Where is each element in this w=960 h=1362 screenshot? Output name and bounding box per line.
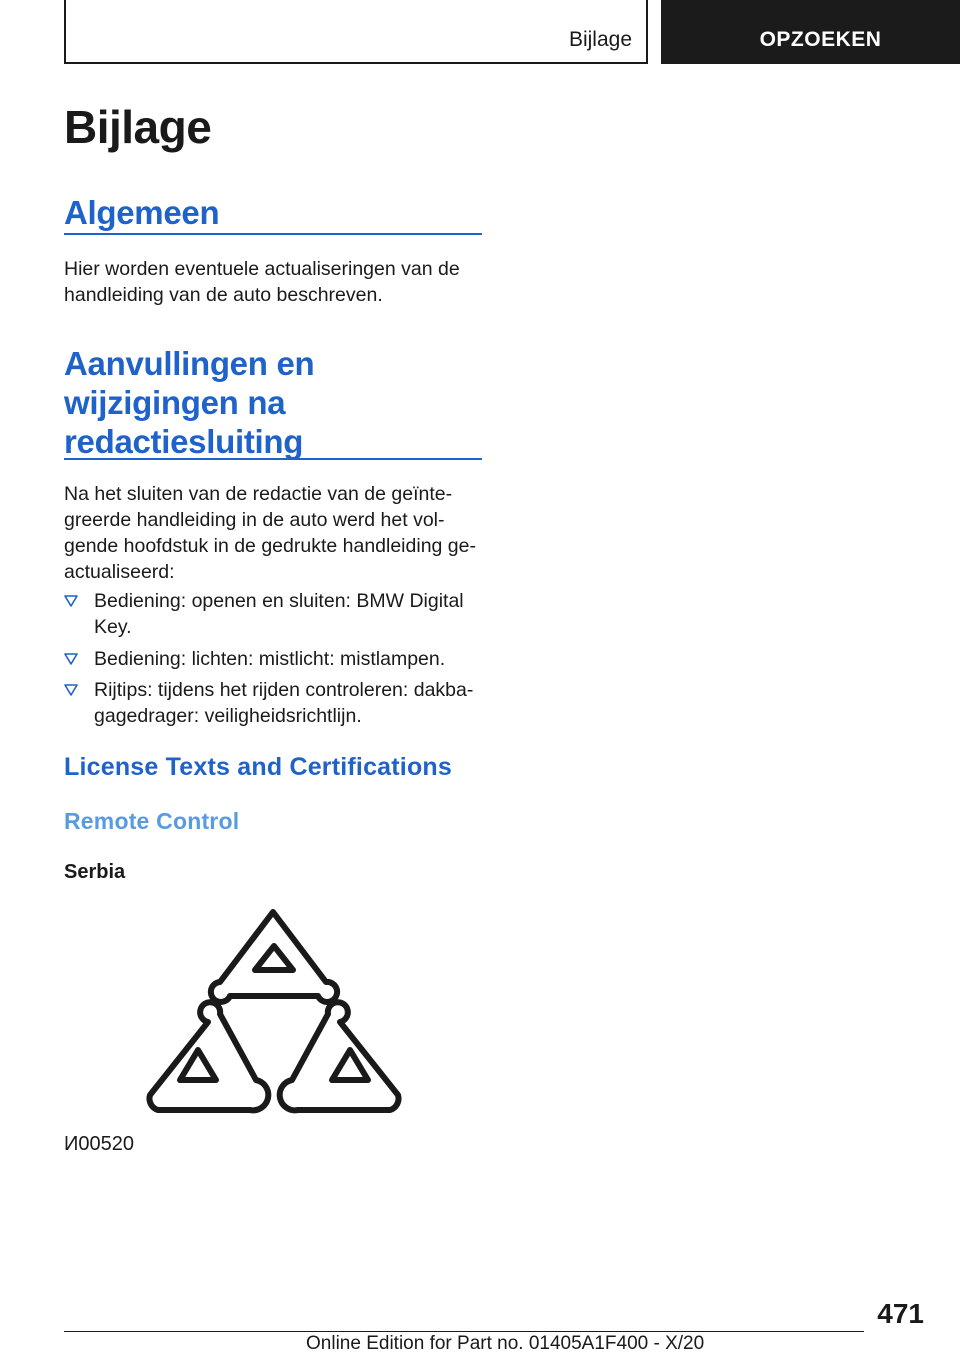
header-tab-label: OPZOEKEN <box>759 28 882 51</box>
heading-updates-line: Aanvullingen en <box>64 345 315 382</box>
footer-edition: Online Edition for Part no. 01405A1F400 - X/20 <box>306 1333 705 1354</box>
triangle-bullet-icon <box>64 684 78 696</box>
header-tab-opzoeken[interactable] <box>661 0 960 64</box>
heading-general: Algemeen <box>64 194 220 231</box>
header-section-label: Bijlage <box>568 28 632 51</box>
chapter-title: Bijlage <box>64 101 212 153</box>
updates-list-3 <box>64 677 482 729</box>
updates-intro-line: greerde handleiding in de auto werd het vol- <box>64 509 445 531</box>
header-section-box <box>64 0 648 64</box>
updates-list-2 <box>64 646 482 672</box>
list-item <box>64 646 482 672</box>
triangle-bullet-icon <box>64 653 78 665</box>
updates-intro-line: gende hoofdstuk in de gedrukte handleiding ge- <box>64 535 476 557</box>
general-text <box>64 256 482 308</box>
list-item-text: Bediening: lichten: mistlicht: mistlampen. <box>94 648 446 670</box>
updates-intro <box>64 481 482 585</box>
general-text-line: handleiding van de auto beschreven. <box>64 284 383 306</box>
heading-updates-line: wijzigingen na <box>64 384 286 421</box>
list-item <box>64 677 482 729</box>
section-updates <box>64 344 482 461</box>
updates-list <box>64 588 482 640</box>
triangle-bullet-icon <box>64 595 78 607</box>
page-number: 471 <box>877 1298 924 1329</box>
heading-rule-general <box>64 233 482 235</box>
heading-remote-control: Remote Control <box>64 808 240 834</box>
cert-code-block <box>64 1133 482 1156</box>
heading-license: License Texts and Certifications <box>64 753 452 781</box>
section-general <box>64 193 482 232</box>
heading-updates-line: redactiesluiting <box>64 423 304 460</box>
section-serbia <box>64 861 482 884</box>
list-item-text: Rijtips: tijdens het rijden controleren: dakba- <box>94 679 474 701</box>
updates-intro-line: Na het sluiten van de redactie van de geïnte- <box>64 483 453 505</box>
heading-rule-updates <box>64 458 482 460</box>
heading-serbia: Serbia <box>64 861 126 883</box>
updates-intro-line: actualiseerd: <box>64 561 175 583</box>
list-item-text: Bediening: openen en sluiten: BMW Digital <box>94 590 464 612</box>
section-remote-control <box>64 808 482 835</box>
list-item-text: gagedrager: veiligheidsrichtlijn. <box>94 705 362 727</box>
list-item <box>64 588 482 640</box>
general-text-line: Hier worden eventuele actualiseringen van de <box>64 258 460 280</box>
section-license <box>64 753 482 782</box>
list-item-text: Key. <box>94 616 132 638</box>
cert-code: И00520 <box>64 1133 134 1155</box>
footer-rule <box>64 1331 864 1332</box>
serbia-conformity-mark-icon <box>140 900 410 1120</box>
